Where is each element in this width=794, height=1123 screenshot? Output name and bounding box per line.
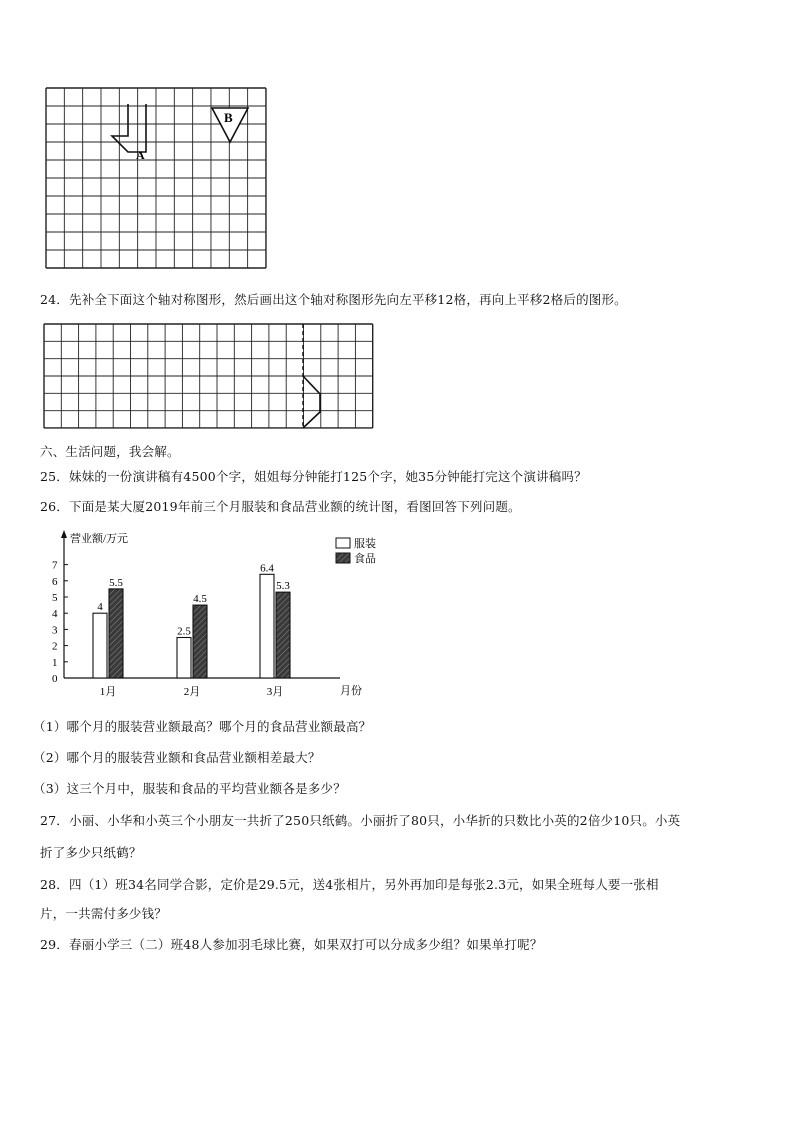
- y-tick-label: 2: [52, 640, 58, 653]
- x-tick-label: 2月: [183, 686, 201, 698]
- bar-clothing: [93, 613, 107, 678]
- bar-value-label: 2.5: [177, 625, 191, 638]
- q26-text: 26．下面是某大厦2019年前三个月服装和食品营业额的统计图，看图回答下列问题。: [40, 499, 521, 514]
- shape-b-label: B: [224, 110, 233, 125]
- bar-clothing: [177, 638, 191, 679]
- bar-clothing: [260, 574, 274, 678]
- bar-value-label: 6.4: [260, 562, 274, 575]
- x-tick-label: 1月: [99, 686, 117, 698]
- legend-label: 食品: [354, 553, 376, 565]
- half-shape: [303, 376, 320, 428]
- section-six-title: 六、生活问题，我会解。: [40, 444, 180, 459]
- shape-a-label: A: [136, 148, 145, 162]
- bar-value-label: 4.5: [193, 593, 207, 606]
- shape-a: [112, 104, 146, 152]
- q28-line1: 28．四（1）班34名同学合影，定价是29.5元，送4张相片，另外再加印是每张2.3元，如果全班每人要一张相: [40, 877, 659, 892]
- bar-value-label: 5.5: [109, 576, 123, 589]
- y-tick-label: 3: [52, 624, 58, 637]
- grid-shapes-ab: [46, 88, 270, 272]
- y-tick-label: 5: [52, 592, 58, 604]
- q25-text: 25．妹妹的一份演讲稿有4500个字，姐姐每分钟能打125个字，她35分钟能打完这个演讲稿吗？: [40, 469, 587, 484]
- bar-value-label: 5.3: [276, 580, 290, 593]
- bar-food: [109, 589, 123, 678]
- legend-swatch: [336, 538, 350, 548]
- y-tick-label: 4: [52, 608, 58, 621]
- q24-text: 24．先补全下面这个轴对称图形，然后画出这个轴对称图形先向左平移12格，再向上平移2格后的图形。: [40, 292, 627, 307]
- bar-food: [193, 605, 207, 678]
- q26-sub2: （2）哪个月的服装营业额和食品营业额相差最大？: [33, 750, 321, 765]
- grid-lines: [44, 324, 373, 428]
- revenue-bar-chart: [40, 528, 380, 702]
- grid-q24: [44, 324, 376, 428]
- bar-value-label: 4: [97, 601, 103, 614]
- legend-label: 服装: [354, 538, 376, 550]
- y-tick-label: 0: [52, 673, 58, 685]
- bar-food: [276, 592, 290, 678]
- q27-line2: 折了多少只纸鹤？: [40, 845, 142, 860]
- y-axis-label: 营业额/万元: [70, 533, 129, 545]
- y-tick-label: 1: [52, 656, 58, 669]
- y-axis-arrow: [61, 530, 67, 538]
- q29-text: 29．春丽小学三（二）班48人参加羽毛球比赛，如果双打可以分成多少组？如果单打呢？: [40, 937, 543, 952]
- legend-swatch: [336, 553, 350, 563]
- q27-line1: 27．小丽、小华和小英三个小朋友一共折了250只纸鹤。小丽折了80只，小华折的只数比小英的2倍少10只。小英: [40, 813, 681, 828]
- x-axis-label: 月份: [340, 685, 362, 697]
- y-tick-label: 6: [52, 575, 58, 588]
- y-tick-label: 7: [52, 559, 58, 572]
- q28-line2: 片，一共需付多少钱？: [40, 906, 168, 921]
- q26-sub1: （1）哪个月的服装营业额最高？哪个月的食品营业额最高？: [33, 719, 372, 734]
- x-tick-label: 3月: [266, 686, 284, 698]
- q26-sub3: （3）这三个月中，服装和食品的平均营业额各是多少？: [33, 781, 346, 796]
